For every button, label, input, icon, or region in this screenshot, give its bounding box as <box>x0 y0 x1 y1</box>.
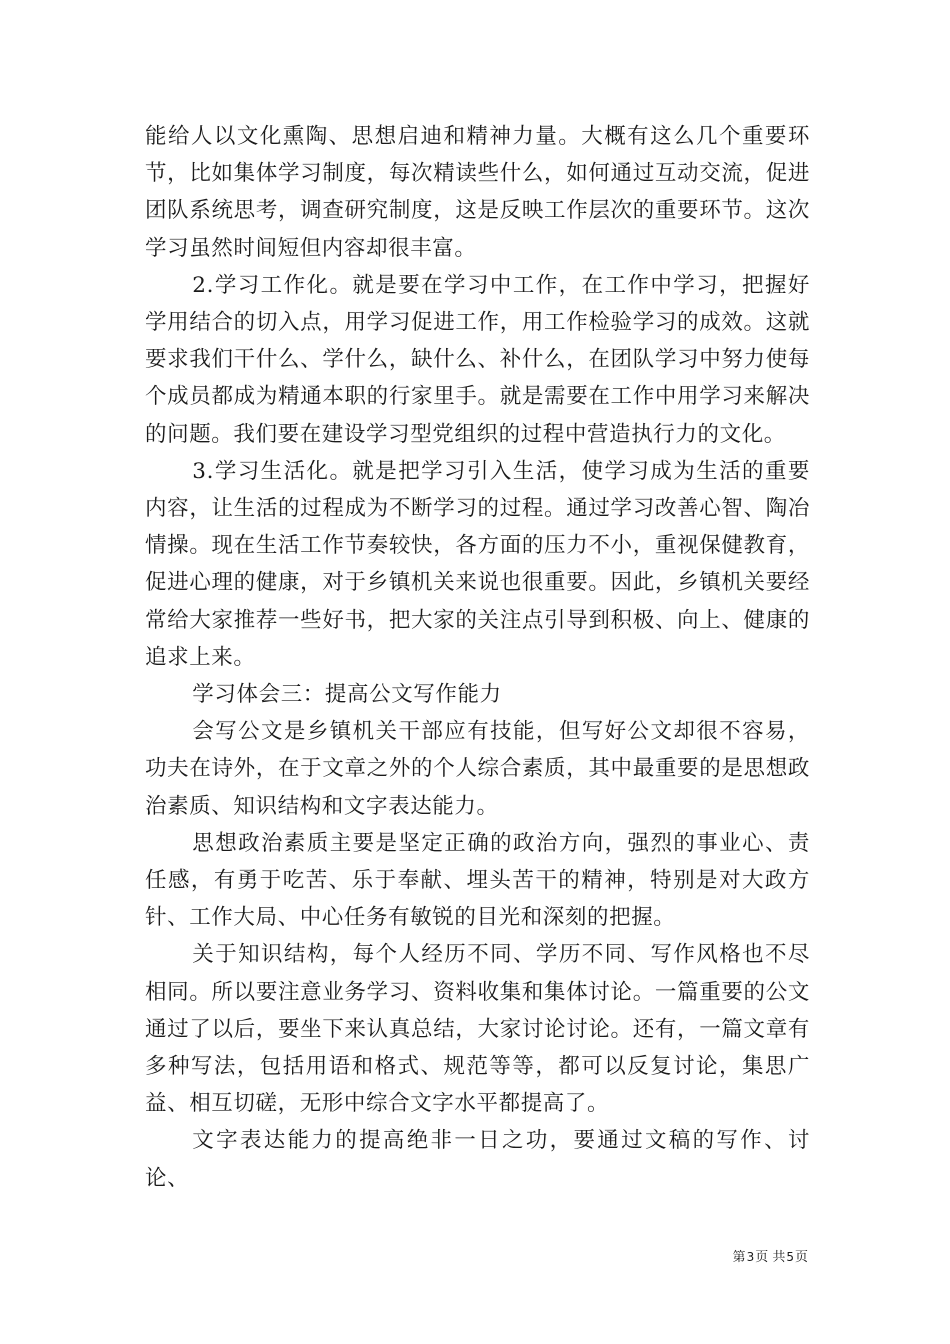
paragraph-5: 会写公文是乡镇机关干部应有技能，但写好公文却很不容易，功夫在诗外，在于文章之外的个人综合素质，其中最重要的是思想政治素质、知识结构和文字表达能力。 <box>145 719 810 819</box>
paragraph-2: 2.学习工作化。就是要在学习中工作，在工作中学习，把握好学用结合的切入点，用学习促进工作，用工作检验学习的成效。这就要求我们干什么、学什么，缺什么、补什么，在团队学习中努力使每个成员都成为精通本职的行家里手。就是需要在工作中用学习来解决的问题。我们要在建设学习型党组织的过程中营造执行力的文化。 <box>145 272 810 447</box>
footer-suffix: 页 <box>794 1250 808 1265</box>
footer-middle: 页 共 <box>755 1250 786 1265</box>
page-number-footer <box>733 1249 808 1266</box>
total-pages-number: 5 <box>786 1250 794 1264</box>
paragraph-1: 能给人以文化熏陶、思想启迪和精神力量。大概有这么几个重要环节，比如集体学习制度，每次精读些什么，如何通过互动交流，促进团队系统思考，调查研究制度，这是反映工作层次的重要环节。这次学习虽然时间短但内容却很丰富。 <box>145 124 810 261</box>
document-body <box>145 118 810 1197</box>
paragraph-8: 文字表达能力的提高绝非一日之功，要通过文稿的写作、讨论、 <box>145 1128 810 1191</box>
paragraph-6: 思想政治素质主要是坚定正确的政治方向，强烈的事业心、责任感，有勇于吃苦、乐于奉献、埋头苦干的精神，特别是对大政方针、工作大局、中心任务有敏锐的目光和深刻的把握。 <box>145 830 810 931</box>
current-page-number: 3 <box>746 1250 755 1264</box>
paragraph-3: 3.学习生活化。就是把学习引入生活，使学习成为生活的重要内容，让生活的过程成为不断学习的过程。通过学习改善心智、陶冶情操。现在生活工作节奏较快，各方面的压力不小，重视保健教育，促进心理的健康，对于乡镇机关来说也很重要。因此，乡镇机关要经常给大家推荐一些好书，把大家的关注点引导到积极、向上、健康的追求上来。 <box>145 458 810 670</box>
paragraph-7: 关于知识结构，每个人经历不同、学历不同、写作风格也不尽相同。所以要注意业务学习、资料收集和集体讨论。一篇重要的公文通过了以后，要坐下来认真总结，大家讨论讨论。还有，一篇文章有多种写法，包括用语和格式、规范等等，都可以反复讨论，集思广益、相互切磋，无形中综合文字水平都提高了。 <box>145 942 810 1117</box>
footer-prefix: 第 <box>732 1250 746 1265</box>
section-heading: 学习体会三：提高公文写作能力 <box>192 682 502 708</box>
